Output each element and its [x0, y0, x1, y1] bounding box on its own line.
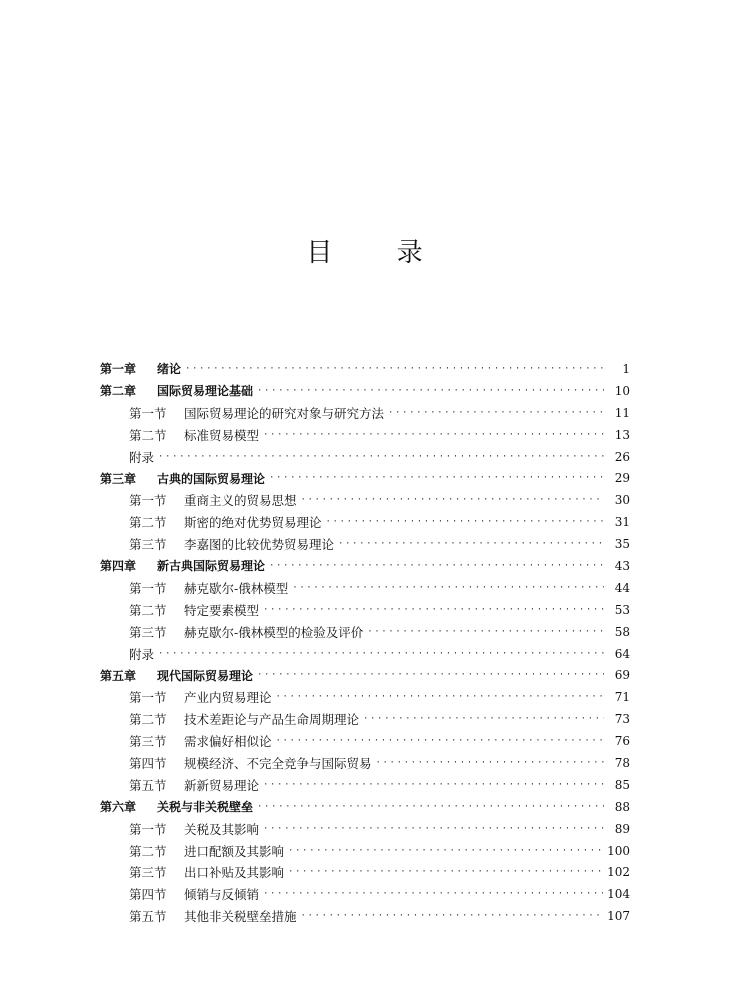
toc-section-row[interactable]: [100, 599, 630, 621]
toc-section-row[interactable]: [100, 686, 630, 708]
toc-section-row[interactable]: [100, 905, 630, 927]
table-of-contents: [100, 358, 630, 927]
toc-leader-dots: [301, 495, 604, 505]
toc-entry-number: 第三节: [129, 865, 167, 881]
toc-leader-dots: [263, 430, 604, 440]
toc-entry-title: 国际贸易理论的研究对象与研究方法: [184, 405, 385, 421]
toc-leader-dots: [363, 714, 604, 724]
toc-section-row[interactable]: [100, 577, 630, 599]
toc-leader-dots: [158, 452, 604, 462]
toc-section-row[interactable]: [100, 402, 630, 424]
toc-entry-number: 第四节: [129, 887, 167, 903]
toc-leader-dots: [288, 846, 603, 856]
toc-entry-title: 赫克歇尔-俄林模型: [184, 580, 289, 596]
toc-leader-dots: [276, 736, 604, 746]
toc-leader-dots: [288, 867, 603, 877]
toc-entry-title: 特定要素模型: [184, 602, 260, 618]
toc-leader-dots: [257, 670, 604, 680]
toc-entry-number: 第五章: [100, 668, 137, 683]
toc-chapter-row[interactable]: [100, 467, 630, 489]
toc-entry-number: 第五节: [129, 777, 167, 793]
toc-entry-title: 国际贸易理论基础: [157, 384, 254, 399]
toc-page-number: 88: [614, 799, 630, 814]
toc-chapter-row[interactable]: [100, 664, 630, 686]
toc-entry-number: 第四节: [129, 755, 167, 771]
toc-page-number: 100: [607, 843, 630, 858]
toc-entry-number: 第六章: [100, 800, 137, 815]
toc-entry-number: 第二节: [129, 602, 167, 618]
toc-leader-dots: [185, 364, 604, 374]
toc-entry-title: 附录: [129, 646, 155, 662]
toc-section-row[interactable]: [100, 861, 630, 883]
toc-entry-number: 第二节: [129, 515, 167, 531]
toc-entry-title: 新古典国际贸易理论: [157, 559, 266, 574]
toc-entry-title: 关税与非关税壁垒: [157, 800, 254, 815]
toc-entry-number: 第一节: [129, 690, 167, 706]
page-title: 目 录: [306, 238, 451, 268]
toc-leader-dots: [376, 758, 604, 768]
toc-page-number: 76: [614, 734, 630, 749]
toc-page-number: 30: [614, 493, 630, 508]
toc-page-number: 44: [614, 580, 630, 595]
toc-entry-number: 第三节: [129, 624, 167, 640]
toc-entry-title: 技术差距论与产品生命周期理论: [184, 712, 360, 728]
toc-entry-number: 第五节: [129, 909, 167, 925]
toc-section-row[interactable]: [100, 840, 630, 862]
toc-leader-dots: [269, 473, 604, 483]
toc-page-number: 13: [614, 427, 630, 442]
toc-page-number: 43: [614, 558, 630, 573]
toc-page-number: 73: [614, 712, 630, 727]
toc-entry-number: 第二节: [129, 712, 167, 728]
toc-leader-dots: [269, 561, 604, 571]
toc-entry-number: 第四章: [100, 559, 137, 574]
toc-entry-number: 第二节: [129, 843, 167, 859]
toc-page-number: 31: [614, 515, 630, 530]
toc-entry-number: 第一节: [129, 580, 167, 596]
toc-section-row[interactable]: [100, 730, 630, 752]
toc-entry-title: 重商主义的贸易思想: [184, 493, 297, 509]
toc-entry-title: 其他非关税壁垒措施: [184, 909, 297, 925]
toc-entry-number: 第三章: [100, 471, 137, 486]
toc-entry-title: 新新贸易理论: [184, 777, 260, 793]
toc-page-number: 71: [614, 690, 630, 705]
toc-section-row[interactable]: [100, 489, 630, 511]
toc-page-number: 29: [614, 471, 630, 486]
toc-page-number: 85: [614, 777, 630, 792]
toc-page-number: 107: [607, 909, 630, 924]
toc-section-row[interactable]: [100, 511, 630, 533]
toc-chapter-row[interactable]: [100, 796, 630, 818]
toc-entry-title: 赫克歇尔-俄林模型的检验及评价: [184, 624, 364, 640]
toc-entry-title: 古典的国际贸易理论: [157, 471, 266, 486]
toc-section-row[interactable]: [100, 752, 630, 774]
toc-section-row[interactable]: [100, 621, 630, 643]
toc-entry-title: 关税及其影响: [184, 821, 260, 837]
toc-page-number: 69: [614, 668, 630, 683]
toc-section-row[interactable]: [100, 818, 630, 840]
toc-section-row[interactable]: [100, 708, 630, 730]
toc-leader-dots: [292, 583, 604, 593]
toc-page-number: 10: [614, 383, 630, 398]
toc-entry-number: 第二节: [129, 427, 167, 443]
toc-section-row[interactable]: [100, 424, 630, 446]
toc-chapter-row[interactable]: [100, 358, 630, 380]
toc-entry-title: 绪论: [157, 362, 182, 377]
toc-entry-title: 需求偏好相似论: [184, 734, 272, 750]
toc-entry-number: 第三节: [129, 734, 167, 750]
toc-entry-title: 斯密的绝对优势贸易理论: [184, 515, 322, 531]
toc-section-row[interactable]: [100, 883, 630, 905]
toc-page-number: 53: [614, 602, 630, 617]
toc-entry-number: 第一节: [129, 821, 167, 837]
toc-entry-title: 现代国际贸易理论: [157, 668, 254, 683]
toc-entry-number: 第二章: [100, 384, 137, 399]
toc-section-row[interactable]: [100, 533, 630, 555]
toc-page-number: 104: [607, 887, 630, 902]
toc-entry-number: 第三节: [129, 537, 167, 553]
toc-entry-title: 标准贸易模型: [184, 427, 260, 443]
toc-entry-title: 附录: [129, 449, 155, 465]
toc-leader-dots: [257, 386, 604, 396]
toc-page-number: 11: [614, 405, 630, 420]
toc-page-number: 78: [614, 755, 630, 770]
toc-chapter-row[interactable]: [100, 555, 630, 577]
toc-leader-dots: [158, 649, 604, 659]
toc-section-row[interactable]: [100, 643, 630, 665]
toc-leader-dots: [263, 889, 603, 899]
toc-leader-dots: [301, 911, 604, 921]
toc-entry-number: 第一节: [129, 405, 167, 421]
toc-page-number: 1: [622, 361, 630, 376]
toc-leader-dots: [263, 824, 604, 834]
toc-entry-title: 出口补贴及其影响: [184, 865, 285, 881]
toc-leader-dots: [257, 802, 604, 812]
toc-page-number: 35: [614, 537, 630, 552]
toc-entry-title: 李嘉图的比较优势贸易理论: [184, 537, 335, 553]
toc-page-number: 102: [607, 865, 630, 880]
toc-entry-title: 产业内贸易理论: [184, 690, 272, 706]
toc-page-number: 58: [614, 624, 630, 639]
toc-section-row[interactable]: [100, 446, 630, 468]
toc-leader-dots: [326, 517, 604, 527]
toc-chapter-row[interactable]: [100, 380, 630, 402]
toc-entry-title: 倾销与反倾销: [184, 887, 260, 903]
toc-page-number: 64: [614, 646, 630, 661]
toc-leader-dots: [388, 408, 604, 418]
toc-entry-number: 第一章: [100, 362, 137, 377]
toc-entry-number: 第一节: [129, 493, 167, 509]
toc-page-number: 26: [614, 449, 630, 464]
toc-section-row[interactable]: [100, 774, 630, 796]
toc-leader-dots: [263, 780, 604, 790]
toc-leader-dots: [338, 539, 604, 549]
toc-leader-dots: [367, 627, 604, 637]
toc-entry-title: 进口配额及其影响: [184, 843, 285, 859]
toc-leader-dots: [276, 692, 604, 702]
toc-page-number: 89: [614, 821, 630, 836]
toc-leader-dots: [263, 605, 604, 615]
toc-entry-title: 规模经济、不完全竞争与国际贸易: [184, 755, 372, 771]
